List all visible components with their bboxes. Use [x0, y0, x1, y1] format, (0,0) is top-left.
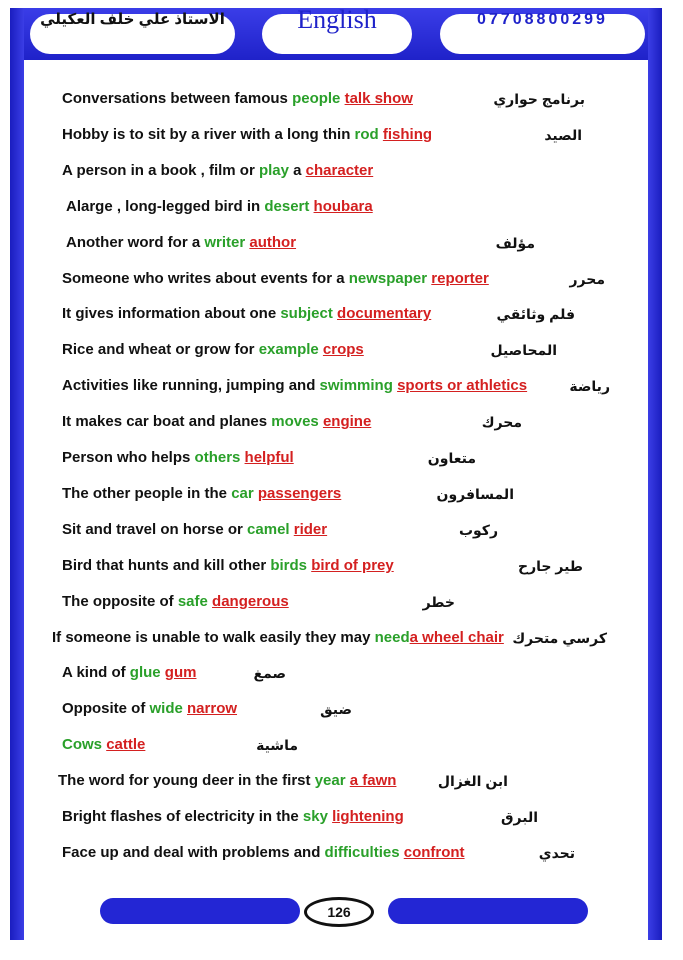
- page-number: 126: [304, 897, 374, 927]
- definition-text: Opposite of: [62, 700, 150, 718]
- keyword: glue: [129, 664, 161, 682]
- keyword: example: [258, 341, 319, 359]
- definition-text: The word for young deer in the first: [58, 772, 315, 790]
- vocab-entry: [62, 481, 341, 507]
- keyword: wide: [149, 700, 183, 718]
- vocab-entry: [62, 589, 289, 615]
- arabic-translation: الصيد: [544, 126, 582, 143]
- vocab-entry: [62, 732, 145, 758]
- vocab-entry: [66, 194, 373, 220]
- definition-text: A person in a book , film or: [62, 161, 259, 179]
- definition-text: Rice and wheat or grow for: [62, 341, 259, 359]
- right-border: [648, 8, 662, 940]
- vocab-entry: [62, 122, 432, 148]
- answer-word: houbara: [313, 197, 373, 215]
- answer-word: documentary: [337, 305, 432, 323]
- arabic-translation: محرك: [481, 414, 522, 431]
- vocab-entry: [58, 768, 396, 794]
- answer-word: gum: [164, 664, 197, 682]
- definition-text: Sit and travel on horse or: [62, 520, 248, 538]
- arabic-translation: برنامج حواري: [493, 91, 585, 107]
- arabic-translation: طير جارح: [518, 557, 583, 574]
- definition-text: It makes car boat and planes: [62, 413, 272, 431]
- left-border: [10, 8, 24, 940]
- definition-text: Bird that hunts and kill other: [62, 556, 271, 574]
- definition-text: Conversations between famous: [62, 90, 293, 107]
- definition-text: Face up and deal with problems and: [62, 843, 325, 861]
- arabic-translation: خطر: [422, 593, 455, 610]
- vocab-entry: [62, 660, 196, 686]
- keyword: safe: [177, 592, 208, 610]
- definition-text: Bright flashes of electricity in the: [62, 808, 303, 825]
- definition-text: The other people in the: [62, 484, 232, 502]
- vocab-entry: [62, 86, 413, 112]
- arabic-translation: البرق: [501, 809, 538, 825]
- teacher-name: الاستاذ علي خلف العكيلي: [40, 11, 225, 28]
- arabic-translation: محرر: [569, 270, 605, 287]
- definition-text: The opposite of: [62, 592, 178, 610]
- vocab-entry: [62, 696, 237, 722]
- keyword: camel: [247, 520, 290, 538]
- keyword: newspaper: [348, 269, 428, 287]
- arabic-translation: رياضة: [569, 378, 610, 395]
- footer-tab-right: [388, 898, 588, 924]
- keyword: Cows: [62, 736, 103, 754]
- keyword: people: [292, 90, 341, 107]
- page-title: English: [297, 5, 377, 34]
- keyword: others: [194, 449, 241, 466]
- answer-word: character: [305, 161, 374, 179]
- vocab-entry: [62, 409, 371, 435]
- answer-word: reporter: [431, 269, 489, 287]
- vocab-entry: [62, 337, 364, 363]
- answer-word: crops: [322, 341, 364, 359]
- answer-word: a fawn: [349, 772, 397, 790]
- definition-text: Activities like running, jumping and: [62, 377, 320, 395]
- keyword: rod: [354, 125, 379, 143]
- keyword: writer: [204, 233, 246, 251]
- definition-text: Alarge , long-legged bird in: [66, 197, 265, 215]
- arabic-translation: صمغ: [253, 665, 286, 682]
- answer-word: rider: [293, 520, 328, 538]
- vocab-entry: [62, 301, 431, 327]
- answer-word: dangerous: [212, 592, 289, 610]
- keyword: year: [314, 772, 346, 790]
- keyword: moves: [271, 413, 319, 431]
- keyword: birds: [270, 556, 308, 574]
- arabic-translation: كرسي متحرك: [512, 629, 607, 646]
- definition-text: A kind of: [62, 664, 130, 682]
- definition-text: If someone is unable to walk easily they may: [52, 628, 375, 646]
- answer-word: sports or athletics: [397, 377, 528, 395]
- definition-text: Person who helps: [62, 449, 195, 466]
- vocab-entry: [62, 840, 465, 866]
- keyword: subject: [280, 305, 333, 323]
- answer-word: a wheel chair: [409, 628, 504, 646]
- answer-word: passengers: [257, 484, 342, 502]
- answer-word: talk show: [344, 90, 413, 107]
- vocab-entry: [52, 625, 504, 651]
- arabic-translation: المسافرون: [436, 485, 514, 502]
- arabic-translation: متعاون: [427, 450, 476, 466]
- answer-word: bird of prey: [311, 556, 394, 574]
- vocab-entry: [62, 266, 489, 292]
- answer-word: helpful: [244, 449, 294, 466]
- vocab-entry: [62, 553, 394, 579]
- definition-text: Another word for a: [66, 233, 205, 251]
- vocab-entry: [62, 517, 327, 543]
- vocab-entry: [62, 373, 527, 399]
- keyword: play: [258, 161, 289, 179]
- arabic-translation: ابن الغزال: [437, 773, 508, 790]
- answer-word: lightening: [332, 808, 404, 825]
- arabic-translation: المحاصيل: [490, 342, 557, 359]
- answer-word: cattle: [106, 736, 146, 754]
- vocab-entry: [62, 445, 294, 471]
- arabic-translation: ضيق: [320, 701, 352, 718]
- definition-text: Hobby is to sit by a river with a long thin: [62, 125, 355, 143]
- answer-word: author: [249, 233, 297, 251]
- arabic-translation: فلم وثائقي: [496, 306, 575, 323]
- keyword: sky: [302, 808, 328, 825]
- answer-word: narrow: [187, 700, 238, 718]
- keyword: swimming: [319, 377, 393, 395]
- keyword: difficulties: [324, 843, 400, 861]
- keyword: car: [231, 484, 254, 502]
- answer-word: engine: [322, 413, 372, 431]
- definition-text: It gives information about one: [62, 305, 281, 323]
- keyword: desert: [264, 197, 310, 215]
- vocab-entry: [62, 158, 373, 184]
- phone-number: 07708800299: [477, 11, 608, 28]
- keyword: need: [374, 628, 410, 646]
- answer-word: fishing: [382, 125, 433, 143]
- arabic-translation: مؤلف: [495, 234, 535, 251]
- definition-text: Someone who writes about events for a: [62, 269, 349, 287]
- arabic-translation: ركوب: [458, 521, 498, 538]
- vocab-entry: [66, 230, 296, 256]
- vocab-entry: [62, 804, 404, 830]
- answer-word: confront: [403, 843, 465, 861]
- definition-text-tail: a: [288, 161, 306, 179]
- arabic-translation: تحدي: [538, 844, 575, 861]
- arabic-translation: ماشية: [256, 737, 298, 754]
- footer-tab-left: [100, 898, 300, 924]
